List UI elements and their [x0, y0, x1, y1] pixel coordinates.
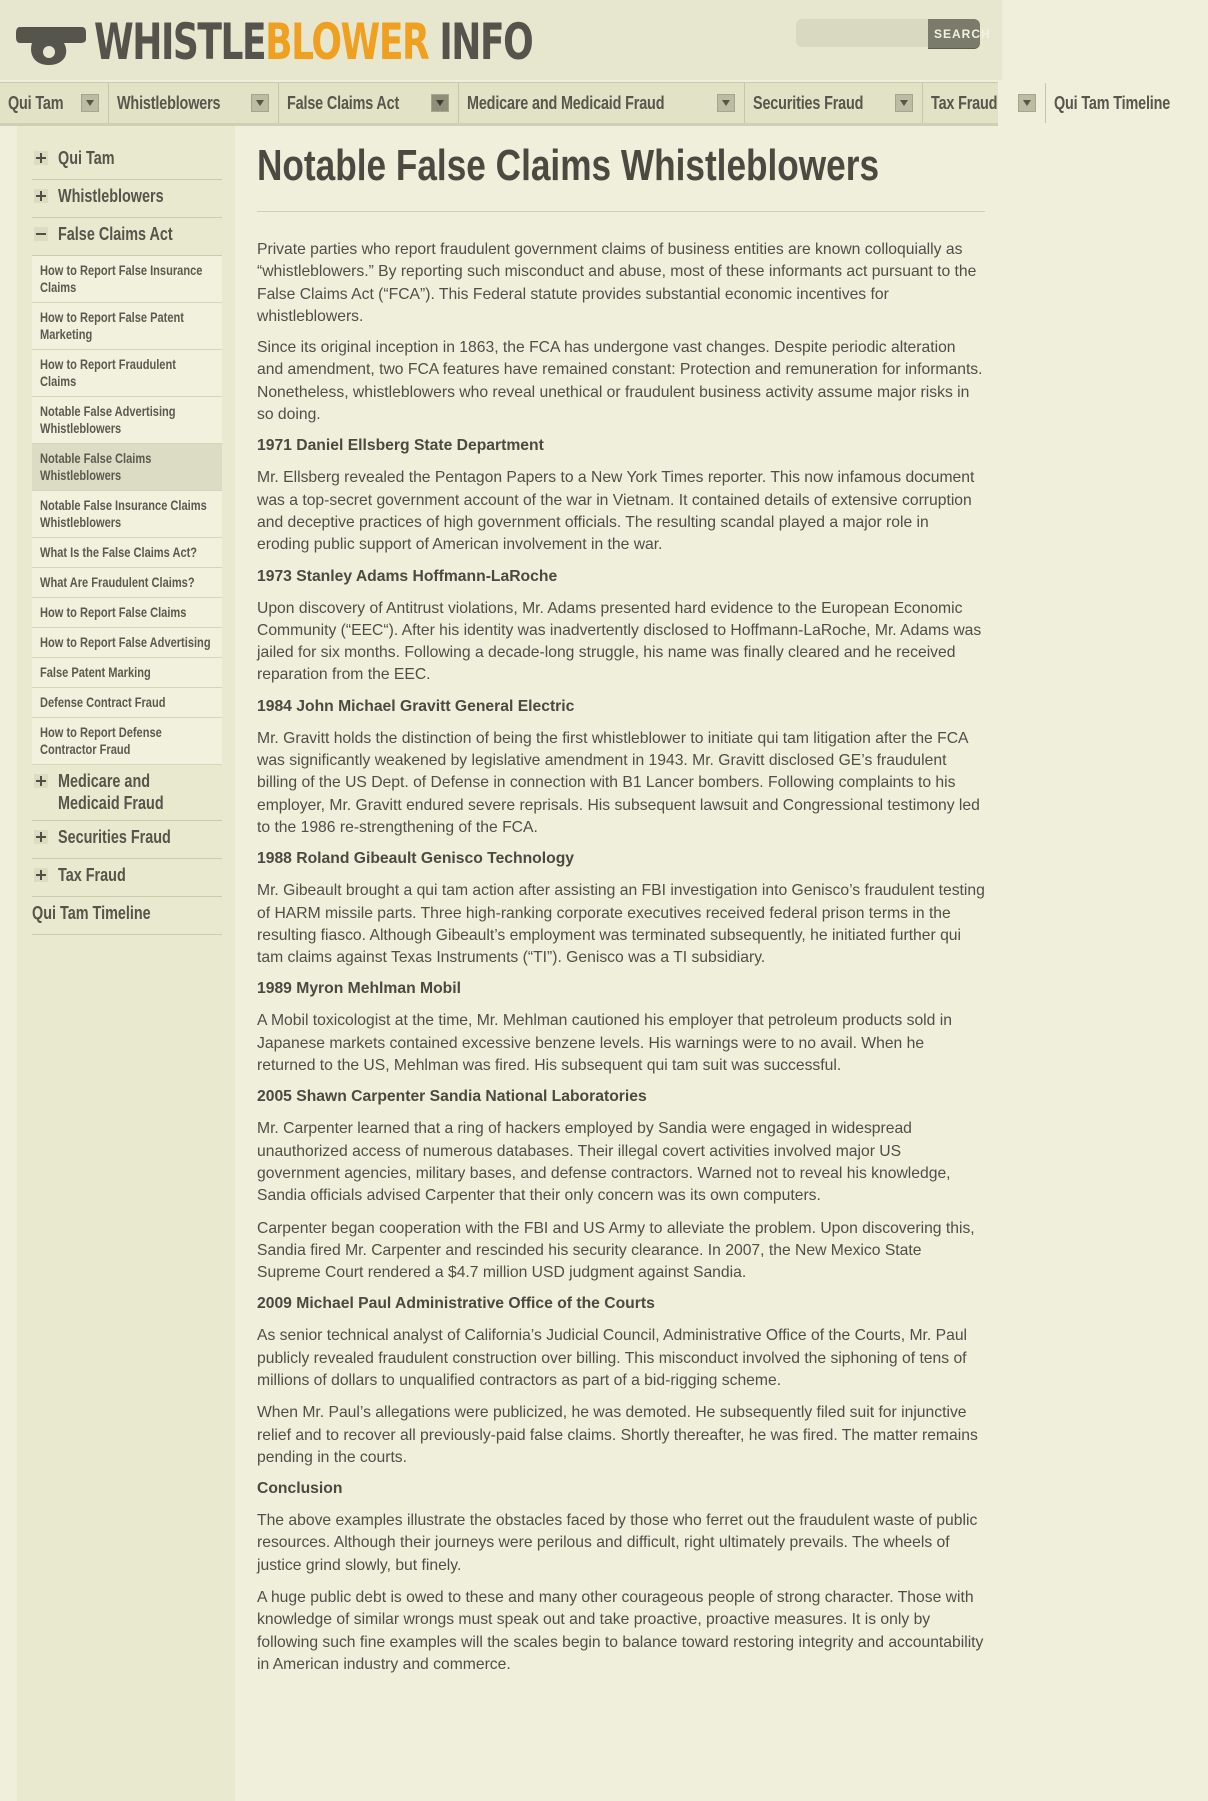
paragraph: A huge public debt is owed to these and many other courageous people of strong character. Those with knowledge of similar wrongs must speak out and take proactive, proactive measures. It is only by following such fine examples will the scales begin to balance toward restoring integrity and accountability in American industry and commerce.: [257, 1589, 984, 1673]
collapse-minus-icon[interactable]: [34, 227, 48, 241]
sidebar-subitem[interactable]: False Patent Marking: [32, 658, 222, 688]
sidebar-subitem[interactable]: What Is the False Claims Act?: [32, 538, 222, 568]
sidebar-subitem[interactable]: Notable False Insurance Claims Whistleblowers: [32, 491, 222, 538]
sidebar-item-false-claims-act[interactable]: False Claims Act: [32, 218, 222, 256]
site-logo[interactable]: [16, 14, 703, 70]
paragraph: Upon discovery of Antitrust violations, Mr. Adams presented hard evidence to the European Economic Community (“EEC“). After his identity was inadvertently disclosed to Hoffmann-LaRoche, Mr. Adams was jailed for six months. Following a decade-long struggle, his name was finally cleared and he received reparation from the EEC.: [257, 599, 982, 684]
sidebar-item-qui-tam[interactable]: Qui Tam: [32, 142, 222, 180]
expand-plus-icon[interactable]: [34, 830, 48, 844]
sidebar-subitem[interactable]: How to Report Fraudulent Claims: [32, 350, 222, 397]
nav-item-false-claims-act[interactable]: False Claims Act: [279, 83, 459, 123]
main-content: [257, 140, 985, 1676]
dropdown-arrow-icon[interactable]: [1018, 94, 1036, 112]
sidebar-subitem[interactable]: Notable False Advertising Whistleblowers: [32, 397, 222, 444]
sidebar-subitem[interactable]: How to Report False Insurance Claims: [32, 256, 222, 303]
section-heading: 2009 Michael Paul Administrative Office of the Courts: [257, 1295, 655, 1313]
page-title: Notable False Claims Whistleblowers: [257, 141, 880, 190]
sidebar-subitem-current[interactable]: Notable False Claims Whistleblowers: [32, 444, 222, 491]
title-divider: [257, 211, 985, 212]
sidebar-item-whistleblowers[interactable]: Whistleblowers: [32, 180, 222, 218]
sidebar-submenu: [32, 256, 222, 765]
dropdown-arrow-icon[interactable]: [431, 94, 449, 112]
paragraph: A Mobil toxicologist at the time, Mr. Mehlman cautioned his employer that petroleum products sold in Japanese markets contained excessive benzene levels. His warnings were to no avail. When he returned to the US, Mehlman was fired. His subsequent qui tam suit was successful.: [257, 1012, 952, 1075]
dropdown-arrow-icon[interactable]: [895, 94, 913, 112]
search-form: [796, 19, 991, 49]
section-heading: 1971 Daniel Ellsberg State Department: [257, 437, 544, 455]
paragraph: Since its original inception in 1863, the FCA has undergone vast changes. Despite periodic alteration and amendment, two FCA features have remained constant: Protection and remuneration for informants. Nonetheless, whistleblowers who reveal unethical or fraudulent business activity assume major risks in so doing.: [257, 339, 983, 424]
nav-item-qui-tam-timeline[interactable]: Qui Tam Timeline: [1054, 92, 1171, 113]
nav-item-securities-fraud[interactable]: Securities Fraud: [745, 83, 923, 123]
main-nav: [0, 82, 1171, 126]
logo-text: WHISTLEBLOWER INFO: [94, 13, 533, 71]
nav-item-whistleblowers[interactable]: Whistleblowers: [109, 83, 278, 123]
sidebar-item-medicare-medicaid-fraud[interactable]: Medicare and Medicaid Fraud: [32, 765, 222, 821]
sidebar-menu: [32, 142, 222, 935]
expand-plus-icon[interactable]: [34, 868, 48, 882]
paragraph: When Mr. Paul’s allegations were publicized, he was demoted. He subsequently filed suit for injunctive relief and to recover all previously-paid false claims. Shortly thereafter, he was fired. The matter remains pending in the courts.: [257, 1404, 978, 1466]
dropdown-arrow-icon[interactable]: [717, 94, 735, 112]
paragraph: The above examples illustrate the obstacles faced by those who ferret out the fraudulent waste of public resources. Although their journeys were perilous and difficult, right ultimately prevails. The wheels of justice grind slowly, but finely.: [257, 1512, 978, 1574]
dropdown-arrow-icon[interactable]: [251, 94, 269, 112]
nav-item-medicare-medicaid-fraud[interactable]: Medicare and Medicaid Fraud: [459, 83, 746, 123]
sidebar-subitem[interactable]: What Are Fraudulent Claims?: [32, 568, 222, 598]
sidebar-subitem[interactable]: How to Report Defense Contractor Fraud: [32, 718, 222, 765]
sidebar: [17, 126, 235, 1801]
section-heading: 1973 Stanley Adams Hoffmann-LaRoche: [257, 567, 558, 585]
site-header: [0, 0, 1002, 80]
paragraph: Carpenter began cooperation with the FBI and US Army to alleviate the problem. Upon discovering this, Sandia fired Mr. Carpenter and rescinded his security clearance. In 2007, the New Mexico State Supreme Court rendered a $4.7 million USD judgment against Sandia.: [257, 1219, 975, 1282]
expand-plus-icon[interactable]: [34, 774, 48, 788]
paragraph: Mr. Ellsberg revealed the Pentagon Papers to a New York Times reporter. This now infamous document was a top-secret government account of the war in Vietnam. It contained details of extensive corruption and deceptive practices of high government officials. The resulting scandal played a major role in eroding public support of American involvement in the war.: [257, 469, 975, 554]
section-heading: 1989 Myron Mehlman Mobil: [257, 980, 461, 998]
sidebar-subitem[interactable]: Defense Contract Fraud: [32, 688, 222, 718]
sidebar-subitem[interactable]: How to Report False Claims: [32, 598, 222, 628]
paragraph: Mr. Carpenter learned that a ring of hackers employed by Sandia were engaged in widespread unauthorized access of numerous databases. Their illegal covert activities involved major US government agencies, military bases, and defense contractors. Warned not to reveal his knowledge, Sandia officials advised Carpenter that their only concern was its own computers.: [257, 1120, 951, 1205]
sidebar-subitem[interactable]: How to Report False Patent Marketing: [32, 303, 222, 350]
section-heading: 1988 Roland Gibeault Genisco Technology: [257, 850, 575, 868]
section-heading: 2005 Shawn Carpenter Sandia National Laboratories: [257, 1088, 647, 1106]
article-body: [257, 239, 985, 1676]
paragraph: Mr. Gravitt holds the distinction of being the first whistleblower to initiate qui tam litigation after the FCA was significantly weakened by legislative amendment in 1943. Mr. Gravitt disclosed GE’s fraudulent billing of the US Dept. of Defense in connection with B1 Lancer bombers. Following complaints to his employer, Mr. Gravitt endured severe reprisals. His subsequent lawsuit and Congressional testimony led to the 1986 re-strengthening of the FCA.: [257, 729, 980, 836]
sidebar-item-tax-fraud[interactable]: Tax Fraud: [32, 859, 222, 897]
nav-item-tax-fraud[interactable]: Tax Fraud: [923, 83, 1046, 123]
section-heading: Conclusion: [257, 1480, 343, 1498]
dropdown-arrow-icon[interactable]: [81, 94, 99, 112]
whistle-icon: [16, 17, 88, 67]
nav-item-qui-tam[interactable]: Qui Tam: [0, 83, 109, 123]
paragraph: Private parties who report fraudulent government claims of business entities are known colloquially as “whistleblowers.” By reporting such misconduct and abuse, most of these informants act pursuant to the False Claims Act (“FCA”). This Federal statute provides substantial economic incentives for whistleblowers.: [257, 241, 977, 325]
search-input[interactable]: [796, 19, 932, 47]
expand-plus-icon[interactable]: [34, 189, 48, 203]
sidebar-item-securities-fraud[interactable]: Securities Fraud: [32, 821, 222, 859]
section-heading: 1984 John Michael Gravitt General Electric: [257, 697, 575, 715]
paragraph: Mr. Gibeault brought a qui tam action after assisting an FBI investigation into Genisco’s fraudulent testing of HARM missile parts. Three high-ranking corporate executives received federal prison terms in the resulting fiasco. Although Gibeault’s employment was terminated subsequently, he initiated further qui tam claims against Texas Instruments (“TI”). Genisco was a TI subsidiary.: [257, 882, 985, 967]
sidebar-subitem[interactable]: How to Report False Advertising: [32, 628, 222, 658]
paragraph: As senior technical analyst of California’s Judicial Council, Administrative Office of the Courts, Mr. Paul publicly revealed fraudulent construction over billing. This misconduct involved the siphoning of tens of millions of dollars to unqualified contractors as part of a bid-rigging scheme.: [257, 1327, 968, 1389]
expand-plus-icon[interactable]: [34, 151, 48, 165]
sidebar-item-qui-tam-timeline[interactable]: Qui Tam Timeline: [32, 897, 222, 935]
search-button[interactable]: SEARCH: [928, 19, 980, 48]
